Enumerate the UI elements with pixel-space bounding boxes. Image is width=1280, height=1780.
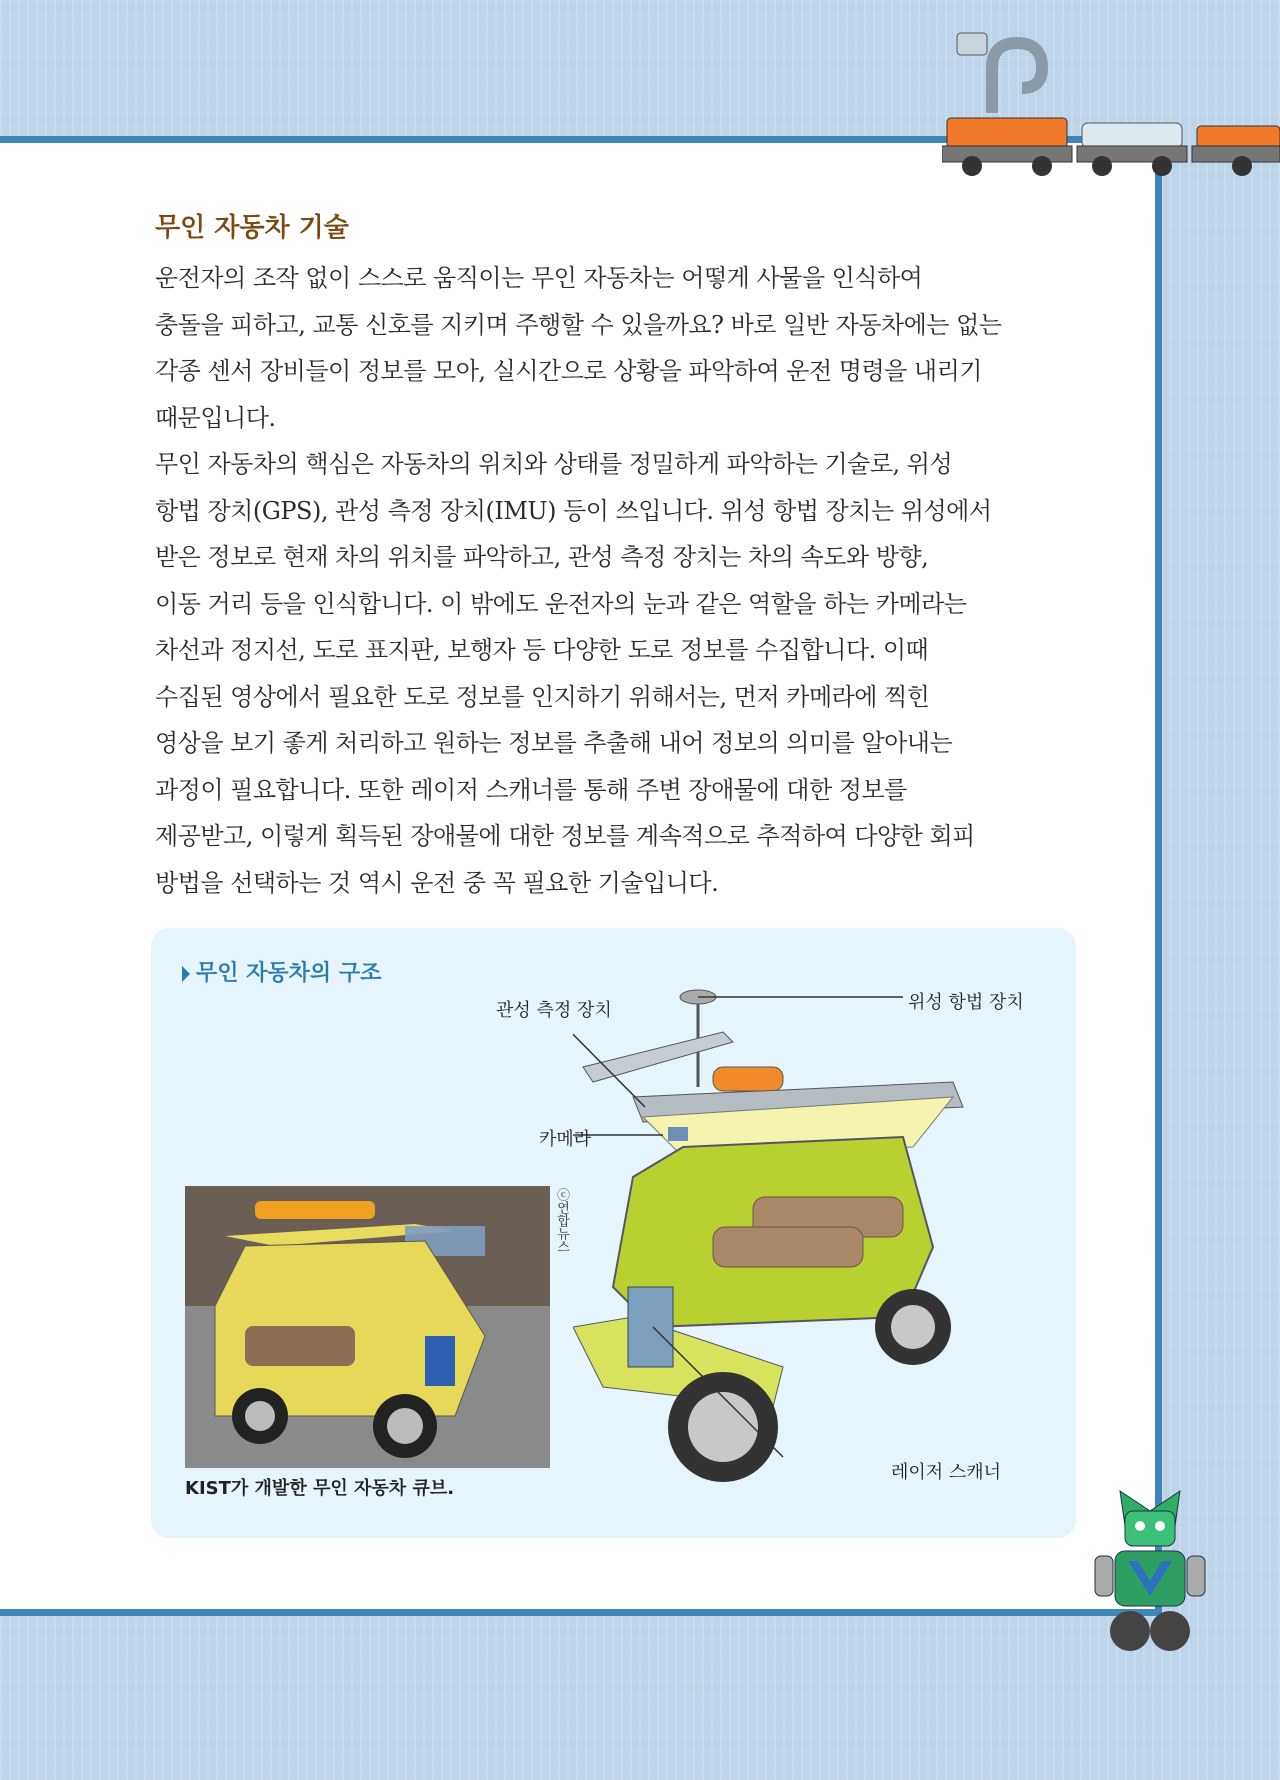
triangle-bullet-icon (182, 966, 190, 982)
body-line: 각종 센서 장비들이 정보를 모아, 실시간으로 상황을 파악하여 운전 명령을 내리기 (155, 357, 982, 385)
figure-title (182, 956, 381, 987)
label-laser-scanner: 레이저 스캐너 (891, 1462, 1002, 1483)
article-title: 무인 자동차 기술 (155, 213, 349, 243)
body-line: 과정이 필요합니다. 또한 레이저 스캐너를 통해 주변 장애물에 대한 정보를 (155, 775, 907, 804)
vehicle-photo (185, 1186, 550, 1468)
label-camera: 카메라 (539, 1129, 592, 1150)
body-line: 충돌을 피하고, 교통 신호를 지키며 주행할 수 있을까요? 바로 일반 자동차에는 없는 (155, 310, 1002, 339)
body-line: 이동 거리 등을 인식합니다. 이 밖에도 운전자의 눈과 같은 역할을 하는 카메라는 (155, 589, 967, 618)
vehicle-illustration (573, 987, 1043, 1517)
photo-caption: KIST가 개발한 무인 자동차 큐브. (185, 1478, 455, 1499)
body-line: 운전자의 조작 없이 스스로 움직이는 무인 자동차는 어떻게 사물을 인식하여 (155, 264, 923, 292)
body-line: 영상을 보기 좋게 처리하고 원하는 정보를 추출해 내어 정보의 의미를 알아내는 (155, 729, 953, 757)
label-imu: 관성 측정 장치 (496, 1000, 612, 1021)
figure-title-text: 무인 자동차의 구조 (196, 961, 382, 986)
body-line: 때문입니다. (155, 403, 276, 432)
body-line: 차선과 정지선, 도로 표지판, 보행자 등 다양한 도로 정보를 수집합니다. 이때 (155, 636, 929, 664)
label-gps: 위성 항법 장치 (908, 992, 1024, 1013)
body-line: 받은 정보로 현재 차의 위치를 파악하고, 관성 측정 장치는 차의 속도와 방향, (155, 543, 929, 571)
body-line: 제공받고, 이렇게 획득된 장애물에 대한 정보를 계속적으로 추적하여 다양한 회피 (155, 822, 975, 850)
body-line: 방법을 선택하는 것 역시 운전 중 꼭 필요한 기술입니다. (155, 868, 719, 897)
body-line: 무인 자동차의 핵심은 자동차의 위치와 상태를 정밀하게 파악하는 기술로, 위성 (155, 450, 953, 478)
body-line: 수집된 영상에서 필요한 도로 정보를 인지하기 위해서는, 먼저 카메라에 찍힌 (155, 682, 930, 711)
photo-credit: ⓒ연합뉴스 (554, 1188, 569, 1253)
body-line: 항법 장치(GPS), 관성 측정 장치(IMU) 등이 쓰입니다. 위성 항법 장치는 위성에서 (155, 496, 992, 525)
article-body (155, 255, 1095, 906)
robot-mascot-icon (1090, 1481, 1210, 1657)
train-decoration-icon (942, 28, 1280, 188)
